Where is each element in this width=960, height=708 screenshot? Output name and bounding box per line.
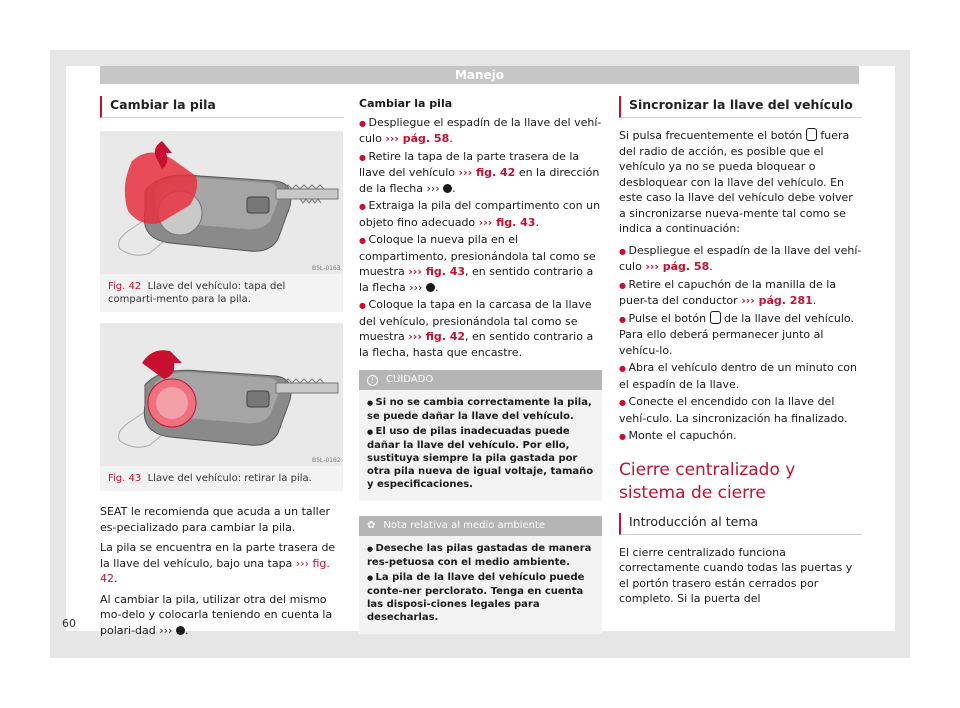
bullet-icon: ● xyxy=(359,152,369,162)
list-item: ● Retire la tapa de la parte trasera de la llave del vehículo ››› fig. 42 en la dirección de la flecha ››› . xyxy=(359,149,600,195)
list-item xyxy=(619,243,862,275)
text: Monte el capuchón. xyxy=(628,429,737,442)
text: Pulse el botón xyxy=(628,311,710,325)
reference-link[interactable]: ››› fig. 43 xyxy=(478,215,536,229)
list-item: ● Coloque la nueva pila en el compartimento, presionándola tal como se muestra ››› fig. 43, en sentido contrario a la flecha ››› . xyxy=(359,233,596,294)
warning-icon xyxy=(426,283,435,292)
text: fuera del radio de acción, es posible que el vehículo ya no se pueda bloquear o desbloquear con la llave del vehículo. En este caso la llave del vehículo debe volver a sincronizarse nueva-mente tal como se indica a continuación: xyxy=(619,129,853,235)
list-item xyxy=(619,277,862,309)
text: de la llave del vehículo. Para ello deberá permanecer junto al vehícu-lo. xyxy=(619,311,854,357)
figure-code: B5L-0162 xyxy=(312,457,341,464)
environment-title: Nota relativa al medio ambiente xyxy=(383,520,546,531)
environment-body xyxy=(359,536,602,634)
figure-number: Fig. 43 xyxy=(108,473,142,484)
text: Coloque la tapa en la carcasa de la llave del vehículo, presionándola tal como se muestra xyxy=(359,298,592,343)
list-item xyxy=(359,297,602,360)
caption-text: Llave del vehículo: tapa del comparti-mento para la pila. xyxy=(108,281,286,305)
bullet-icon: ● xyxy=(619,280,629,290)
bullet-icon: ● xyxy=(359,202,369,211)
figure-42 xyxy=(100,131,343,312)
key-illustration-icon xyxy=(100,131,343,274)
caution-body xyxy=(359,390,602,501)
figure-43 xyxy=(100,323,343,491)
page-header: Manejo xyxy=(100,66,859,84)
bullet-icon: ● xyxy=(619,314,629,324)
bullet-icon: ● xyxy=(359,118,369,128)
text: . xyxy=(535,215,539,229)
text: Coloque la nueva pila en el compartimento, presionándola tal como se muestra xyxy=(359,233,596,278)
section-title: Introducción al tema xyxy=(619,513,862,535)
page-number: 60 xyxy=(62,617,76,630)
figure-number: Fig. 42 xyxy=(108,281,142,292)
text: . xyxy=(812,294,817,307)
bullet-icon: ● xyxy=(367,545,376,553)
reference-link[interactable]: ››› pág. 58 xyxy=(385,132,450,145)
bullet-icon: ● xyxy=(359,301,369,310)
leaf-icon: ✿ xyxy=(367,520,376,531)
paragraph: SEAT le recomienda que acuda a un taller es-pecializado para cambiar la pila. xyxy=(100,505,331,534)
caution-header xyxy=(359,370,602,390)
text: , en sentido contrario a la flecha, hasta que encastre. xyxy=(359,330,594,359)
notice-item xyxy=(367,425,594,491)
warning-icon xyxy=(176,626,185,635)
bullet-icon: ● xyxy=(619,398,629,407)
text: Al cambiar la pila, utilizar otra del mismo mo-delo y colocarla teniendo en cuenta la polari-dad ››› xyxy=(100,592,333,637)
column-left-body xyxy=(100,504,343,638)
text: Retire la tapa de la parte trasera de la llave del vehículo xyxy=(359,149,580,179)
column-middle xyxy=(359,96,602,634)
text: . xyxy=(709,260,713,273)
warning-icon xyxy=(443,184,452,193)
key-cover-image xyxy=(100,131,343,274)
list-item xyxy=(619,394,862,426)
text: Si no se cambia correctamente la pila, se puede dañar la llave del vehículo. xyxy=(367,397,592,422)
notice-item xyxy=(367,396,594,423)
bullet-icon: ● xyxy=(367,428,376,436)
bullet-icon: ● xyxy=(367,574,376,582)
environment-box xyxy=(359,516,602,634)
paragraph xyxy=(100,540,343,587)
paragraph: El cierre centralizado funciona correctamente cuando todas las puertas y el portón trasero están cerrados por completo. Si la puerta del xyxy=(619,545,853,605)
text: Retire el capuchón de la manilla de la puer-ta del conductor xyxy=(619,277,837,307)
paragraph: Al cambiar la pila, utilizar otra del mismo mo-delo y colocarla teniendo en cuenta la polari-dad ››› . xyxy=(100,592,333,637)
section-title: Cambiar la pila xyxy=(100,96,344,118)
figure-caption xyxy=(100,274,343,312)
bullet-icon: ● xyxy=(367,399,376,407)
chapter-title: Cierre centralizado y sistema de cierre xyxy=(619,459,796,503)
caption-text: Llave del vehículo: retirar la pila. xyxy=(147,473,312,484)
environment-header xyxy=(359,516,602,536)
warning-icon: ! xyxy=(367,375,378,386)
reference-link[interactable]: ››› fig. 42 xyxy=(408,330,466,343)
text: Extraiga la pila del compartimento con un objeto fino adecuado xyxy=(359,199,601,229)
figure-link[interactable]: ››› fig. 42 xyxy=(100,556,330,585)
subheading: Cambiar la pila xyxy=(359,97,453,110)
section-title: Sincronizar la llave del vehículo xyxy=(619,96,862,118)
notice-item xyxy=(367,571,594,624)
text: Despliegue el espadín de la llave del vehí-culo xyxy=(359,115,602,145)
text: Deseche las pilas gastadas de manera res-petuosa con el medio ambiente. xyxy=(367,543,592,568)
bullet-icon: ● xyxy=(619,246,629,256)
key-button-icon xyxy=(806,128,817,141)
caution-title: CUIDADO xyxy=(386,374,434,385)
reference-link[interactable]: ››› pág. 281 xyxy=(741,294,813,307)
text: La pila de la llave del vehículo puede conte-ner perclorato. Tenga en cuenta las disposi-ciones legales para desecharlas. xyxy=(367,572,585,623)
column-left xyxy=(100,96,344,118)
text: . xyxy=(114,572,118,585)
paragraph xyxy=(619,128,862,237)
instruction-list xyxy=(619,243,862,445)
column-right xyxy=(619,96,862,607)
instruction-list xyxy=(359,115,602,361)
text: en la dirección de la flecha ››› xyxy=(359,166,600,195)
figure-caption xyxy=(100,466,343,491)
reference-link[interactable]: ››› fig. 43 xyxy=(408,265,466,278)
text: , en sentido contrario a la flecha ››› xyxy=(359,265,594,294)
list-item xyxy=(359,198,602,230)
bullet-icon: ● xyxy=(359,236,369,245)
caution-box xyxy=(359,370,602,501)
notice-item xyxy=(367,542,594,569)
text: El uso de pilas inadecuadas puede dañar la llave del vehículo. Por ello, sustituya siempre la pila gastada por otra pila nueva de igual voltaje, tamaño y especificaciones. xyxy=(367,426,594,490)
bullet-icon: ● xyxy=(619,364,629,373)
list-item xyxy=(619,428,862,445)
text: Abra el vehículo dentro de un minuto con el espadín de la llave. xyxy=(619,361,857,391)
key-button-icon xyxy=(710,311,721,324)
text: . xyxy=(449,132,453,145)
text: Conecte el encendido con la llave del vehí-culo. La sincronización ha finalizado. xyxy=(619,395,848,425)
list-item xyxy=(619,311,862,359)
list-item xyxy=(359,115,602,147)
figure-code: B5L-0163 xyxy=(312,265,341,272)
text: Si pulsa frecuentemente el botón xyxy=(619,129,806,142)
bullet-icon: ● xyxy=(619,432,629,441)
list-item xyxy=(619,360,862,392)
key-battery-illustration-icon xyxy=(100,323,343,466)
text: La pila se encuentra en la parte trasera de la llave del vehículo, bajo una tapa xyxy=(100,541,336,570)
text: Despliegue el espadín de la llave del vehí-culo xyxy=(619,243,862,273)
reference-link[interactable]: ››› fig. 42 xyxy=(458,166,516,179)
key-battery-image xyxy=(100,323,343,466)
reference-link[interactable]: ››› pág. 58 xyxy=(645,260,710,273)
